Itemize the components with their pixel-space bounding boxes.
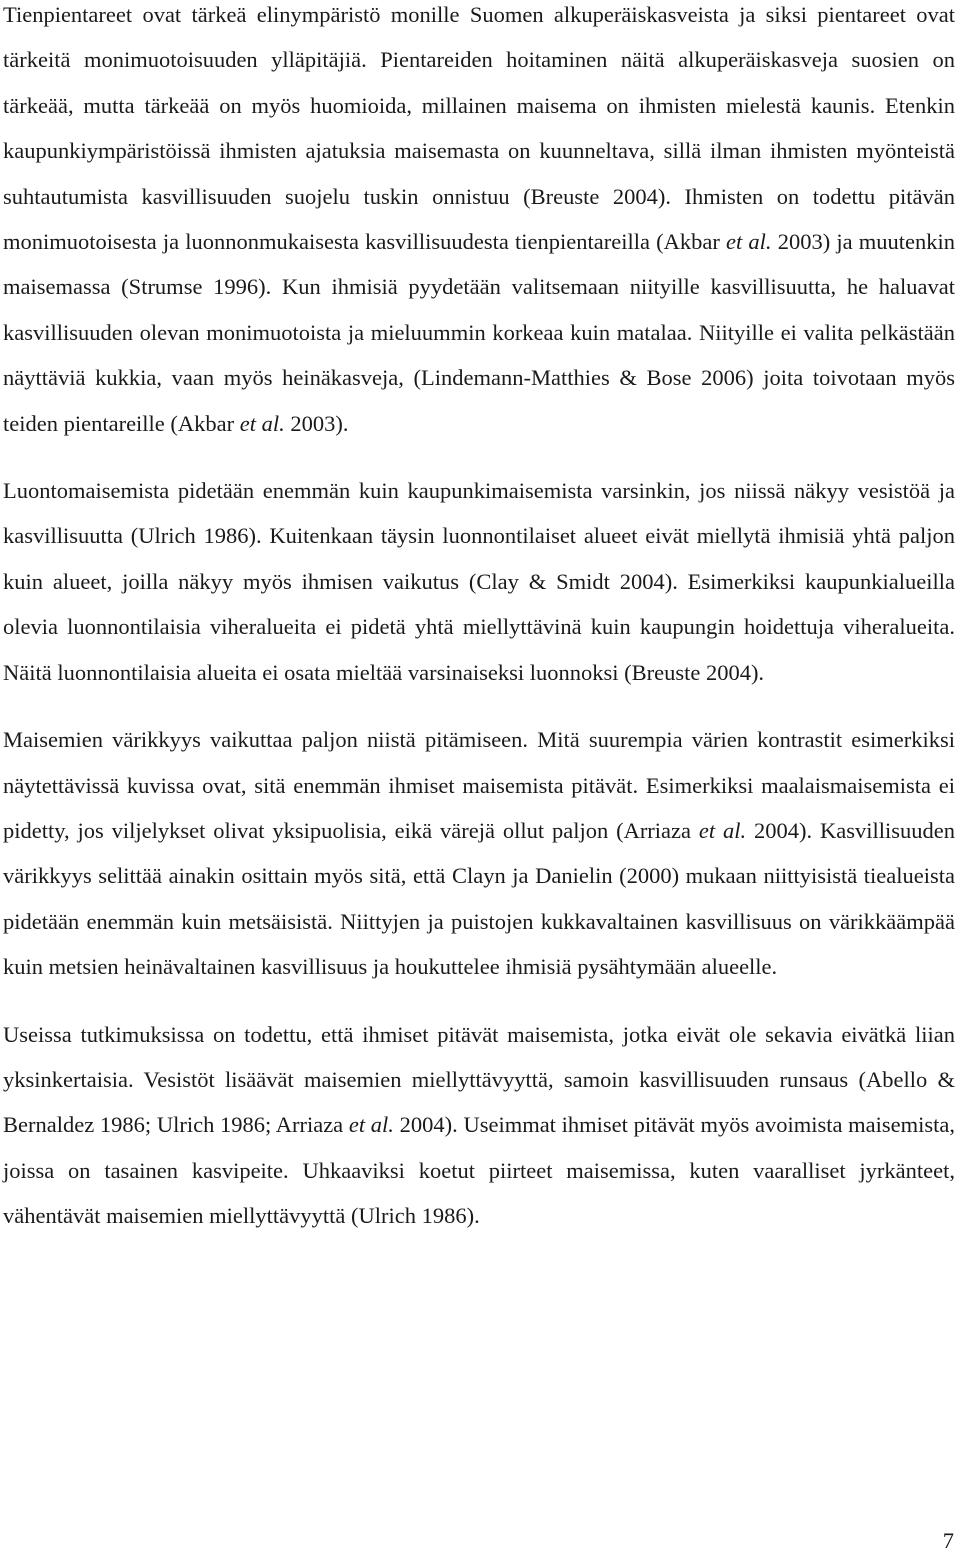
text-run: 2003) ja muutenkin maisemassa (Strumse 1996). Kun ihmisiä pyydetään valitsemaan niityille kasvillisuutta, he haluavat kasvillisuuden olevan monimuotoista ja mieluummin korkeaa kuin matalaa. Niityille ei valita pelkästään näyttäviä kukkia, vaan myös heinäkasveja, (Lindemann-Matthies & Bose 2006) joita toivotaan myös teiden pientareille (Akbar	[3, 229, 955, 436]
text-run: Maisemien värikkyys vaikuttaa paljon niistä pitämiseen. Mitä suurempia värien kontrastit esimerkiksi näytettävissä kuvissa ovat, sitä enemmän ihmiset maisemista pitävät. Esimerkiksi maalaismaisemista ei pidetty, jos viljelykset olivat yksipuolisia, eikä värejä ollut paljon (Arriaza	[3, 727, 955, 843]
body-text	[3, 0, 955, 1239]
text-run: Useissa tutkimuksissa on todettu, että ihmiset pitävät maisemista, jotka eivät ole sekavia eivätkä liian yksinkertaisia. Vesistöt lisäävät maisemien miellyttävyyttä, samoin kasvillisuuden runsaus (Abello & Bernaldez 1986; Ulrich 1986; Arriaza	[3, 1021, 955, 1138]
italic-text-run: et al.	[698, 817, 747, 843]
paragraph-4	[3, 1012, 955, 1239]
italic-text-run: et al.	[239, 410, 285, 436]
text-run: Luontomaisemista pidetään enemmän kuin kaupunkimaisemista varsinkin, jos niissä näkyy vesistöä ja kasvillisuutta (Ulrich 1986). Kuitenkaan täysin luonnontilaiset alueet eivät miellytä ihmisiä yhtä paljon kuin alueet, joilla näkyy myös ihmisen vaikutus (Clay & Smidt 2004). Esimerkiksi kaupunkialueilla olevia luonnontilaisia viheralueita ei pidetä yhtä miellyttävinä kuin kaupungin hoidettuja viheralueita. Näitä luonnontilaisia alueita ei osata mieltää varsinaiseksi luonnoksi (Breuste 2004).	[3, 478, 955, 685]
text-run: Tienpientareet ovat tärkeä elinympäristö monille Suomen alkuperäiskasveista ja siksi pientareet ovat tärkeitä monimuotoisuuden ylläpitäjiä. Pientareiden hoitaminen näitä alkuperäiskasveja suosien on tärkeää, mutta tärkeää on myös huomioida, millainen maisema on ihmisten mielestä kaunis. Etenkin kaupunkiympäristöissä ihmisten ajatuksia maisemasta on kuunneltava, sillä ilman ihmisten myönteistä suhtautumista kasvillisuuden suojelu tuskin onnistuu (Breuste 2004). Ihmisten on todettu pitävän monimuotoisesta ja luonnonmukaisesta kasvillisuudesta tienpientareilla (Akbar	[3, 2, 955, 255]
italic-text-run: et al.	[726, 229, 772, 255]
text-run: 2004). Kasvillisuuden värikkyys selittää ainakin osittain myös sitä, että Clayn ja Danielin (2000) mukaan niittyisistä tiealueista pidetään enemmän kuin metsäisistä. Niittyjen ja puistojen kukkavaltainen kasvillisuus on värikkäämpää kuin metsien heinävaltainen kasvillisuus ja houkuttelee ihmisiä pysähtymään alueelle.	[3, 817, 955, 980]
paragraph-1	[3, 0, 955, 446]
text-run: 2003).	[284, 410, 349, 436]
paragraph-2	[3, 468, 955, 695]
text-run: 2004). Useimmat ihmiset pitävät myös avoimista maisemista, joissa on tasainen kasvipeite. Uhkaaviksi koetut piirteet maisemissa, kuten vaaralliset jyrkänteet, vähentävät maisemien miellyttävyyttä (Ulrich 1986).	[3, 1112, 955, 1229]
page-number: 7	[942, 1528, 954, 1553]
paragraph-3	[3, 717, 955, 989]
italic-text-run: et al.	[348, 1112, 394, 1138]
